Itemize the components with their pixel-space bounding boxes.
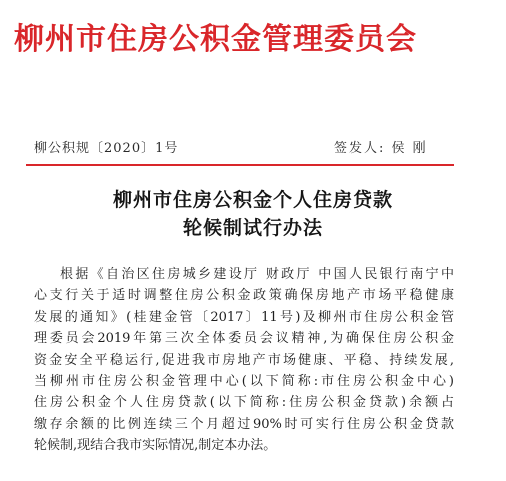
body-line: 发展的通知》(桂建金管〔2017〕11号)及柳州市住房公积金管 bbox=[34, 309, 454, 325]
body-line: 住房公积金个人住房贷款(以下简称:住房公积金贷款)余额占 bbox=[34, 395, 454, 411]
document-title bbox=[0, 186, 506, 242]
title-line-1: 柳州市住房公积金个人住房贷款 bbox=[112, 189, 393, 211]
red-divider-rule bbox=[26, 164, 454, 166]
title-line-2: 轮候制试行办法 bbox=[182, 217, 323, 239]
body-line: 缴存余额的比例连续三个月超过90%时可实行住房公积金贷款 bbox=[34, 416, 454, 432]
body-line: 心支行关于适时调整住房公积金政策确保房地产市场平稳健康 bbox=[34, 288, 454, 304]
body-line: 根据《自治区住房城乡建设厅 财政厅 中国人民银行南宁中 bbox=[60, 267, 454, 282]
body-line: 资金安全平稳运行,促进我市房地产市场健康、平稳、持续发展, bbox=[34, 352, 454, 368]
signer: 签发人: 侯 刚 bbox=[334, 141, 428, 156]
body-line: 轮候制,现结合我市实际情况,制定本办法。 bbox=[34, 438, 277, 454]
body-line: 当柳州市住房公积金管理中心(以下简称:市住房公积金中心) bbox=[34, 374, 454, 390]
body-line: 理委员会2019年第三次全体委员会议精神,为确保住房公积金 bbox=[34, 331, 454, 347]
document-number: 柳公积规〔2020〕1号 bbox=[34, 141, 179, 156]
body-paragraph bbox=[34, 264, 454, 457]
agency-header: 柳州市住房公积金管理委员会 bbox=[14, 22, 417, 57]
